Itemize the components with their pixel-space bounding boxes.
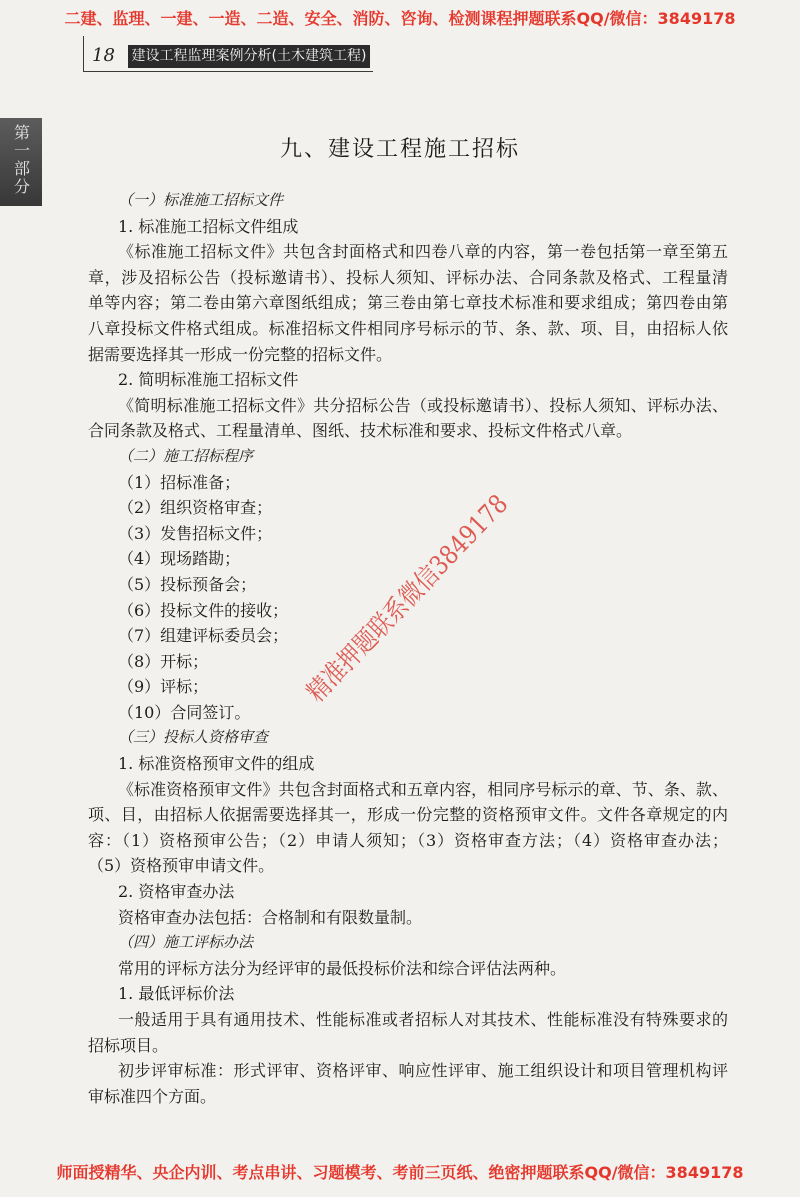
subsection-heading: 1. 标准资格预审文件的组成 xyxy=(118,754,315,774)
section-heading: （二）施工招标程序 xyxy=(118,446,254,465)
subsection-heading: 2. 资格审查办法 xyxy=(118,882,235,902)
part-side-tab-label: 第一部分 xyxy=(11,124,31,196)
paragraph-line: 《标准资格预审文件》共包含封面格式和五章内容，相同序号标示的章、节、条、款、 xyxy=(118,779,728,799)
page-number: 18 xyxy=(92,45,115,66)
step-item: （5）投标预备会； xyxy=(118,574,257,594)
section-heading: （一）标准施工招标文件 xyxy=(118,191,284,209)
paragraph-line: 资格审查办法包括：合格制和有限数量制。 xyxy=(118,907,423,927)
paragraph-line: 章，涉及招标公告（投标邀请书）、投标人须知、评标办法、合同条款及格式、工程量清 xyxy=(88,267,728,287)
paragraph-line: 项、目，由招标人依据需要选择其一，形成一份完整的资格预审文件。文件各章规定的内 xyxy=(88,805,728,825)
section-heading: （四）施工评标办法 xyxy=(118,933,254,952)
step-item: （10）合同签订。 xyxy=(118,702,251,722)
paragraph-line: 《标准施工招标文件》共包含封面格式和四卷八章的内容，第一卷包括第一章至第五 xyxy=(118,242,728,262)
step-item: （1）招标准备； xyxy=(118,472,241,492)
subsection-heading: 1. 最低评标价法 xyxy=(118,984,235,1004)
promo-banner-top: 二建、监理、一建、一造、二造、安全、消防、咨询、检测课程押题联系QQ/微信：3849178 xyxy=(64,9,736,28)
paragraph-line: 审标准四个方面。 xyxy=(88,1086,217,1106)
header-divider-horizontal xyxy=(83,71,373,72)
paragraph-line: 八章投标文件格式组成。标准招标文件相同序号标示的节、条、款、项、目，由招标人依 xyxy=(88,318,728,338)
step-item: （8）开标； xyxy=(118,651,209,671)
step-item: （6）投标文件的接收； xyxy=(118,600,289,620)
paragraph-line: 《简明标准施工招标文件》共分招标公告（或投标邀请书）、投标人须知、评标办法、 xyxy=(118,395,728,415)
step-item: （3）发售招标文件； xyxy=(118,523,273,543)
step-item: （9）评标； xyxy=(118,677,209,697)
paragraph-line: 据需要选择其一形成一份完整的招标文件。 xyxy=(88,344,393,364)
header-divider-vertical xyxy=(83,36,84,72)
paragraph-line: 初步评审标准：形式评审、资格评审、响应性评审、施工组织设计和项目管理机构评 xyxy=(118,1061,728,1081)
paragraph-line: 单等内容；第二卷由第六章图纸组成；第三卷由第七章技术标准和要求组成；第四卷由第 xyxy=(88,293,728,313)
running-header-book-title: 建设工程监理案例分析(土木建筑工程) xyxy=(128,45,370,68)
promo-banner-bottom: 师面授精华、央企内训、考点串讲、习题模考、考前三页纸、绝密押题联系QQ/微信：3849178 xyxy=(56,1163,744,1182)
step-item: （4）现场踏勘； xyxy=(118,549,241,569)
body-text xyxy=(88,188,728,1109)
paragraph-line: 容：（1）资格预审公告；（2）申请人须知；（3）资格审查方法；（4）资格审查办法； xyxy=(88,830,728,850)
paragraph-line: 一般适用于具有通用技术、性能标准或者招标人对其技术、性能标准没有特殊要求的 xyxy=(118,1010,728,1029)
subsection-heading: 1. 标准施工招标文件组成 xyxy=(118,216,299,236)
step-item: （7）组建评标委员会； xyxy=(118,626,289,646)
chapter-title: 九、建设工程施工招标 xyxy=(279,137,520,162)
diagonal-watermark: 精准押题联系微信3849178 xyxy=(301,489,515,709)
step-item: （2）组织资格审查； xyxy=(118,498,273,518)
paragraph-line: 合同条款及格式、工程量清单、图纸、技术标准和要求、投标文件格式八章。 xyxy=(88,421,633,441)
subsection-heading: 2. 简明标准施工招标文件 xyxy=(118,370,299,390)
section-intro: 常用的评标方法分为经评审的最低投标价法和综合评估法两种。 xyxy=(118,958,567,978)
paragraph-line: （5）资格预审申请文件。 xyxy=(88,856,275,876)
paragraph-line: 招标项目。 xyxy=(88,1035,169,1055)
section-heading: （三）投标人资格审查 xyxy=(118,728,269,747)
